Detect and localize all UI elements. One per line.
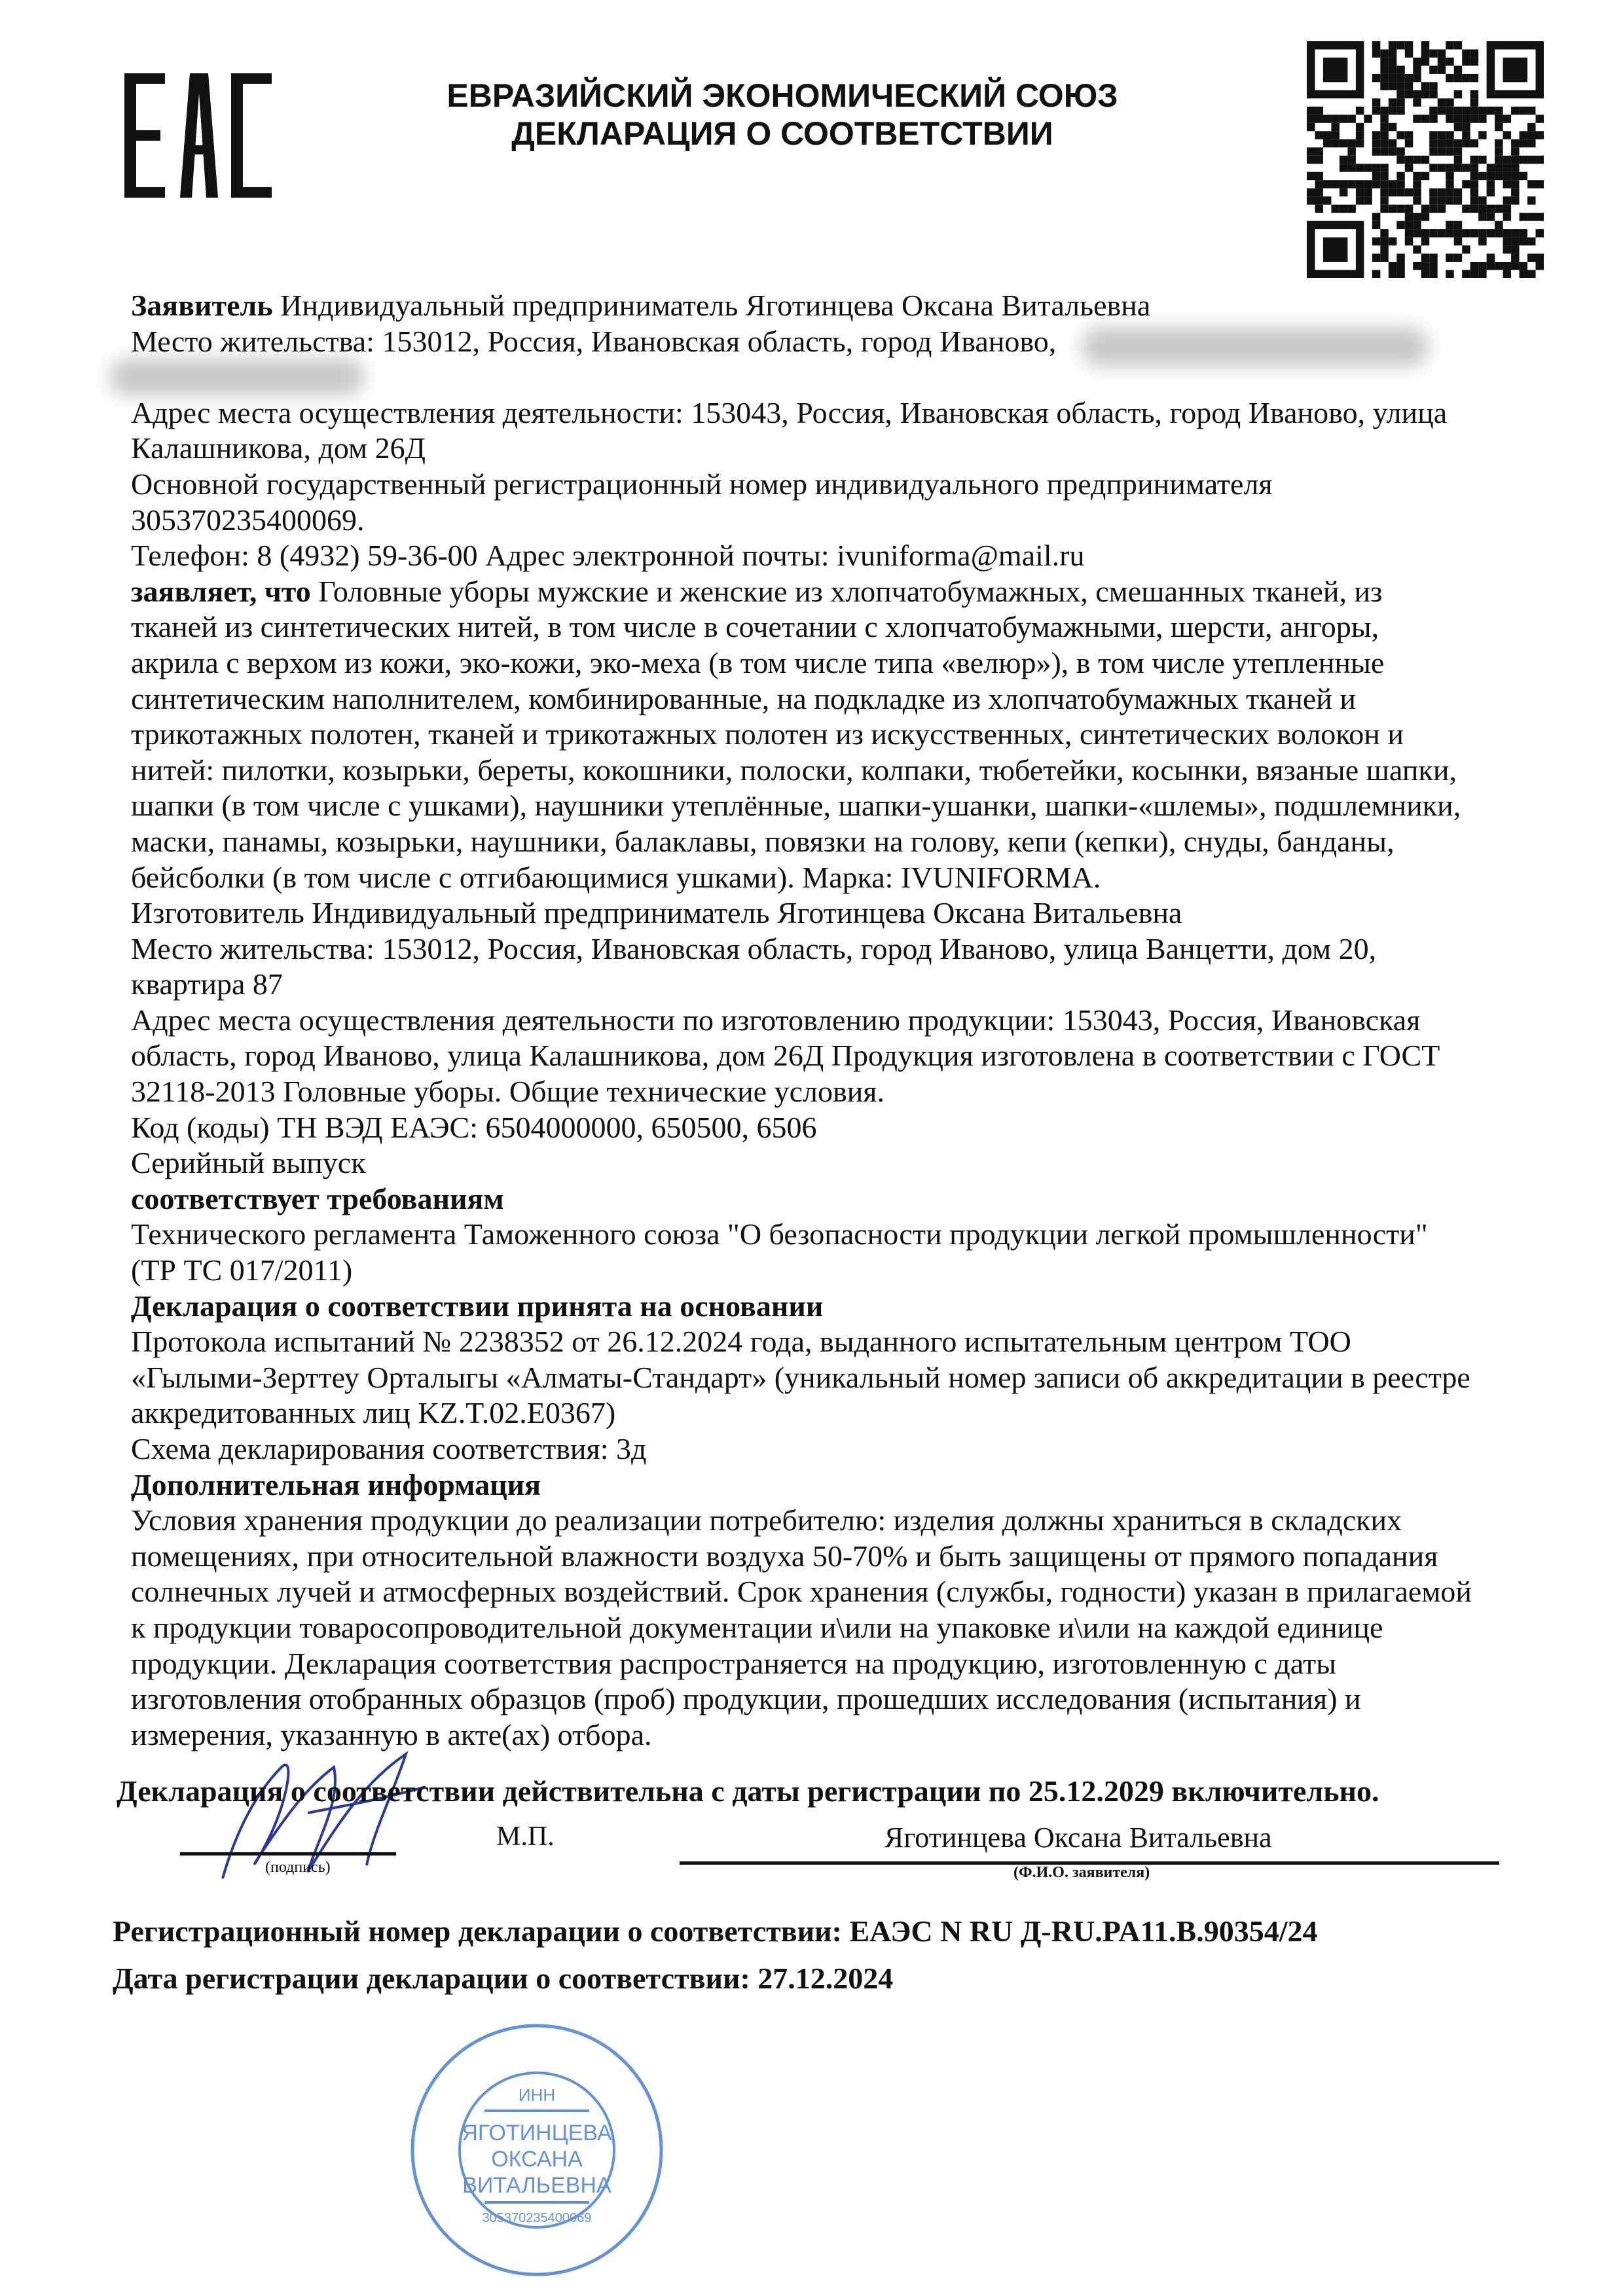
document-title: ДЕКЛАРАЦИЯ О СООТВЕТСТВИИ — [511, 115, 1053, 152]
line-text: Место жительства: 153012, Россия, Ивановская область, город Иваново, улица Ванцетти, дом 20, — [131, 931, 1377, 965]
stamp-patronymic: ВИТАЛЬЕВНА — [462, 2173, 611, 2198]
line-text: синтетическим наполнителем, комбинированные, на подкладке из хлопчатобумажных тканей и — [131, 681, 1356, 715]
text-line — [131, 1503, 1519, 1539]
text-line — [131, 538, 1519, 574]
text-line — [131, 1395, 1519, 1431]
line-text: тканей из синтетических нитей, в том числе в сочетании с хлопчатобумажными, шерсти, ангоры, — [131, 610, 1379, 644]
line-text: 305370235400069. — [131, 503, 365, 537]
text-line — [131, 503, 1519, 539]
line-text: помещениях, при относительной влажности воздуха 50-70% и быть защищены от прямого попадания — [131, 1539, 1438, 1573]
line-text: область, город Иваново, улица Калашникова, дом 26Д Продукция изготовлена в соответствии с ГОСТ — [131, 1039, 1440, 1073]
line-text: солнечных лучей и атмосферных воздействий. Срок хранения (службы, годности) указан в прилагаемой — [131, 1575, 1472, 1609]
union-title: ЕВРАЗИЙСКИЙ ЭКОНОМИЧЕСКИЙ СОЮЗ — [447, 77, 1118, 114]
text-line — [131, 1431, 1519, 1467]
text-line — [131, 1003, 1519, 1039]
applicant-name: Яготинцева Оксана Витальевна — [884, 1821, 1272, 1854]
text-line — [131, 1681, 1519, 1717]
text-line — [131, 1145, 1519, 1181]
handwritten-signature — [210, 1741, 458, 1892]
line-text: маски, панамы, козырьки, наушники, балаклавы, повязки на голову, кепи (кепки), снуды, банданы, — [131, 824, 1395, 858]
stamp-surname: ЯГОТИНЦЕВА — [462, 2121, 612, 2145]
line-text: измерения, указанную в акте(ах) отбора. — [131, 1717, 652, 1751]
stamp-name: ОКСАНА — [491, 2147, 583, 2172]
declaration-body — [131, 288, 1519, 1753]
signature-caption: (подпись) — [265, 1859, 331, 1876]
stamp-number: 305370235400069 — [482, 2211, 592, 2225]
text-line — [131, 324, 1519, 360]
bold-label: Заявитель — [131, 289, 273, 322]
text-line — [131, 288, 1519, 324]
line-text: Условия хранения продукции до реализации потребителю: изделия должны храниться в складских — [131, 1503, 1402, 1537]
seal-label: М.П. — [496, 1821, 555, 1852]
validity-statement: Декларация о соответствии действительна с даты регистрации по 25.12.2029 включительно. — [117, 1774, 1379, 1808]
stamp-inn: ИНН — [518, 2085, 556, 2105]
bold-label: заявляет, что — [131, 574, 311, 608]
text-line — [131, 395, 1519, 431]
text-line — [131, 467, 1519, 503]
line-text: продукции. Декларация соответствия распространяется на продукцию, изготовленную с даты — [131, 1646, 1336, 1680]
line-text: аккредитованных лиц KZ.T.02.E0367) — [131, 1396, 616, 1430]
line-text: «Гылыми-Зерттеу Орталыгы «Алматы-Стандарт» (уникальный номер записи об аккредитации в реестре — [131, 1360, 1470, 1394]
text-line — [131, 1289, 1519, 1325]
bold-label: Дополнительная информация — [131, 1467, 541, 1501]
line-text: изготовления отобранных образцов (проб) продукции, прошедших исследования (испытания) и — [131, 1682, 1361, 1716]
text-line — [131, 431, 1519, 467]
text-line — [131, 717, 1519, 753]
line-text: Адрес места осуществления деятельности: 153043, Россия, Ивановская область, город Иваново, улица — [131, 395, 1448, 429]
line-text: бейсболки (в том числе с отгибающимися ушками). Марка: IVUNIFORMA. — [131, 860, 1101, 894]
line-text: Изготовитель Индивидуальный предприниматель Яготинцева Оксана Витальевна — [131, 896, 1182, 930]
text-line — [131, 1539, 1519, 1575]
seal-stamp — [406, 2019, 668, 2281]
text-line — [131, 681, 1519, 717]
text-line — [131, 609, 1519, 645]
text-line — [131, 967, 1519, 1003]
bold-label: Декларация о соответствии принята на основании — [131, 1289, 824, 1323]
name-caption: (Ф.И.О. заявителя) — [1013, 1864, 1150, 1881]
text-line — [131, 1217, 1519, 1253]
text-line — [131, 1038, 1519, 1074]
line-text: нитей: пилотки, козырьки, береты, кокошники, полоски, колпаки, тюбетейки, косынки, вязаные шапки, — [131, 753, 1457, 787]
text-line — [131, 895, 1519, 931]
text-line — [131, 824, 1519, 860]
line-text: Головные уборы мужские и женские из хлопчатобумажных, смешанных тканей, из — [310, 574, 1383, 608]
line-text: Технического регламента Таможенного союза "О безопасности продукции легкой промышленности" — [131, 1217, 1428, 1251]
line-text: Телефон: 8 (4932) 59-36-00 Адрес электронной почты: ivuniforma@mail.ru — [131, 539, 1085, 573]
text-line — [131, 860, 1519, 896]
text-line — [131, 574, 1519, 610]
line-text: Индивидуальный предприниматель Яготинцева Оксана Витальевна — [272, 289, 1151, 322]
text-line — [131, 753, 1519, 789]
text-line — [131, 359, 1519, 395]
text-line — [131, 1360, 1519, 1396]
signature-line — [180, 1852, 396, 1856]
line-text: Серийный выпуск — [131, 1146, 366, 1180]
line-text: к продукции товаросопроводительной документации и\или на упаковке и\или на каждой единице — [131, 1610, 1383, 1644]
text-line — [131, 1110, 1519, 1146]
line-text: квартира 87 — [131, 967, 283, 1001]
text-line — [131, 1253, 1519, 1289]
line-text: Протокола испытаний № 2238352 от 26.12.2024 года, выданного испытательным центром ТОО — [131, 1325, 1351, 1359]
text-line — [131, 1646, 1519, 1682]
text-line — [131, 1467, 1519, 1503]
line-text: Основной государственный регистрационный номер индивидуального предпринимателя — [131, 467, 1273, 501]
line-text: Калашникова, дом 26Д — [131, 431, 426, 465]
line-text: трикотажных полотен, тканей и трикотажных полотен из искусственных, синтетических волокон и — [131, 717, 1404, 751]
line-text: шапки (в том числе с ушками), наушники утеплённые, шапки-ушанки, шапки-«шлемы», подшлемники, — [131, 789, 1461, 823]
text-line — [131, 1574, 1519, 1610]
text-line — [131, 1610, 1519, 1646]
line-text: Код (коды) ТН ВЭД ЕАЭС: 6504000000, 650500, 6506 — [131, 1110, 817, 1144]
line-text: Место жительства: 153012, Россия, Ивановская область, город Иваново, — [131, 324, 1057, 358]
bold-label: соответствует требованиям — [131, 1181, 504, 1215]
text-line — [131, 1181, 1519, 1217]
line-text: акрила с верхом из кожи, эко-кожи, эко-меха (в том числе типа «велюр»), в том числе утепленные — [131, 645, 1385, 679]
eac-logo — [124, 73, 272, 198]
registration-number: Регистрационный номер декларации о соответствии: ЕАЭС N RU Д-RU.PA11.B.90354/24 — [113, 1914, 1318, 1948]
line-text: 32118-2013 Головные уборы. Общие технические условия. — [131, 1075, 884, 1109]
line-text: (ТР ТС 017/2011) — [131, 1253, 353, 1287]
line-text: Адрес места осуществления деятельности по изготовлению продукции: 153043, Россия, Ивановская — [131, 1003, 1421, 1037]
text-line — [131, 645, 1519, 681]
text-line — [131, 1074, 1519, 1110]
qr-code-icon — [1305, 41, 1545, 278]
registration-date: Дата регистрации декларации о соответствии: 27.12.2024 — [113, 1962, 894, 1995]
text-line — [131, 788, 1519, 824]
line-text: Схема декларирования соответствия: 3д — [131, 1432, 647, 1465]
text-line — [131, 1324, 1519, 1360]
text-line — [131, 931, 1519, 967]
